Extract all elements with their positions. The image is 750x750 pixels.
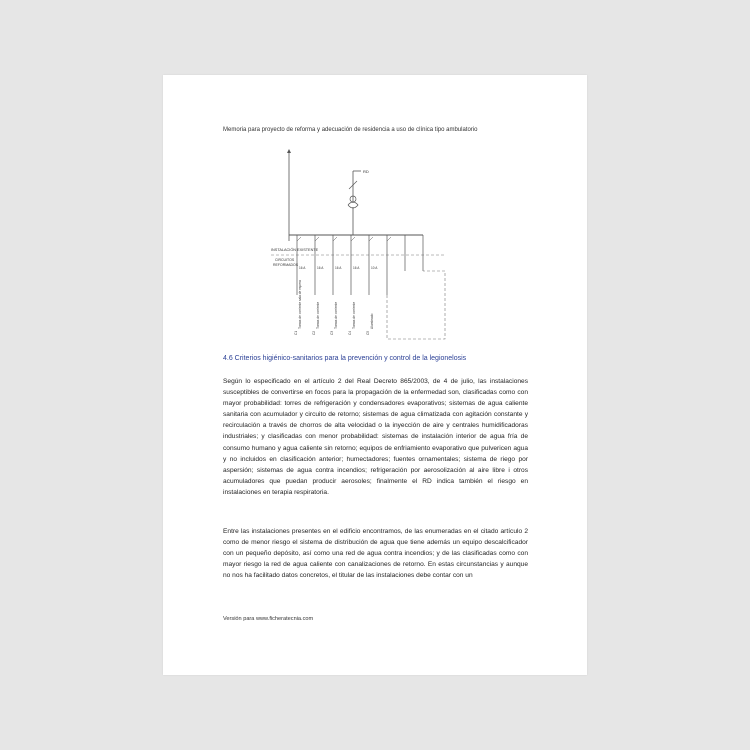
body-paragraph-2: Entre las instalaciones presentes en el edificio encontramos, de las enumeradas en el citado artículo 2 como de menor riesgo el sistema de distribución de agua que tiene además un equipo descalcificador con un pequeño depósito, así como una red de agua contra incendios; y de las clasificadas como con mayor riesgo la red de agua caliente con canalizaciones de retorno. En estas circunstancias y aunque no nos ha facilitado datos concretos, el titular de las instalaciones debe contar con un <box>223 528 528 580</box>
breaker-label-5: 10 A <box>371 266 378 270</box>
circuit-id-1: C1 <box>294 330 298 335</box>
circuit-description-4: Tomas de corriente <box>352 301 356 329</box>
circuit-drops <box>297 235 423 295</box>
supply-line <box>287 149 291 241</box>
circuit-id-5: C5 <box>366 330 370 335</box>
page-header: Memoria para proyecto de reforma y adecuación de residencia a uso de clínica tipo ambulatorio <box>223 127 478 133</box>
circuit-description-1: Tomas de corriente sala de espera <box>298 280 302 329</box>
label-reformed: REFORMADOS <box>273 263 299 267</box>
breaker-label-4: 16 A <box>353 266 360 270</box>
page-footer: Versión para www.ficheratecnia.com <box>223 616 314 622</box>
breaker-label-2: 16 A <box>317 266 324 270</box>
section-title: 4.6 Criterios higiénico-sanitarios para la prevención y control de la legionelosis <box>223 355 467 362</box>
dashed-loop <box>387 271 445 339</box>
circuit-description-3: Tomas de corriente <box>334 301 338 329</box>
circuit-id-2: C2 <box>312 330 316 335</box>
body-paragraph-1: Según lo especificado en el artículo 2 del Real Decreto 865/2003, de 4 de julio, las instalaciones susceptibles de convertirse en focos para la propagación de la enfermedad son, clasificadas como con mayor probabilidad: torres de refrigeración y condensadores evaporativos; sistemas de agua caliente sanitaria con acumulador y circuito de retorno; sistemas de agua climatizada con agitación constante y recirculación a través de chorros de alta velocidad o la inyección de aire y centrales humidificadoras industriales; y clasificadas con menor probabilidad: sistemas de instalación interior de agua fría de consumo humano y agua caliente sin retorno; equipos de enfriamiento evaporativo que pulvericen agua y no incluidos en clasificación anterior; humectadores; fuentes ornamentales; sistema de riego por aspersión; sistemas de agua contra incendios; refrigeración por aerosolización al aire libre i otros acumuladores que puedan producir aerosoles; finalmente el RD indica también el riesgo en instalaciones en terapia respiratoria. <box>223 378 528 496</box>
breaker-label-3: 16 A <box>335 266 342 270</box>
document-page <box>163 75 587 675</box>
label-circuits: CIRCUITOS <box>275 258 295 262</box>
label-existing-installation: INSTALACIÓN EXISTENTE <box>271 248 319 252</box>
circuit-id-3: C3 <box>330 330 334 335</box>
main-feed <box>348 171 361 219</box>
circuit-description-5: Alumbrado <box>370 313 374 329</box>
circuit-description-2: Tomas de corriente <box>316 301 320 329</box>
breaker-label-1: 16 A <box>299 266 306 270</box>
diagram-top-label: RD <box>363 169 369 174</box>
circuit-id-4: C4 <box>348 330 352 335</box>
electrical-single-line-diagram <box>215 145 535 345</box>
